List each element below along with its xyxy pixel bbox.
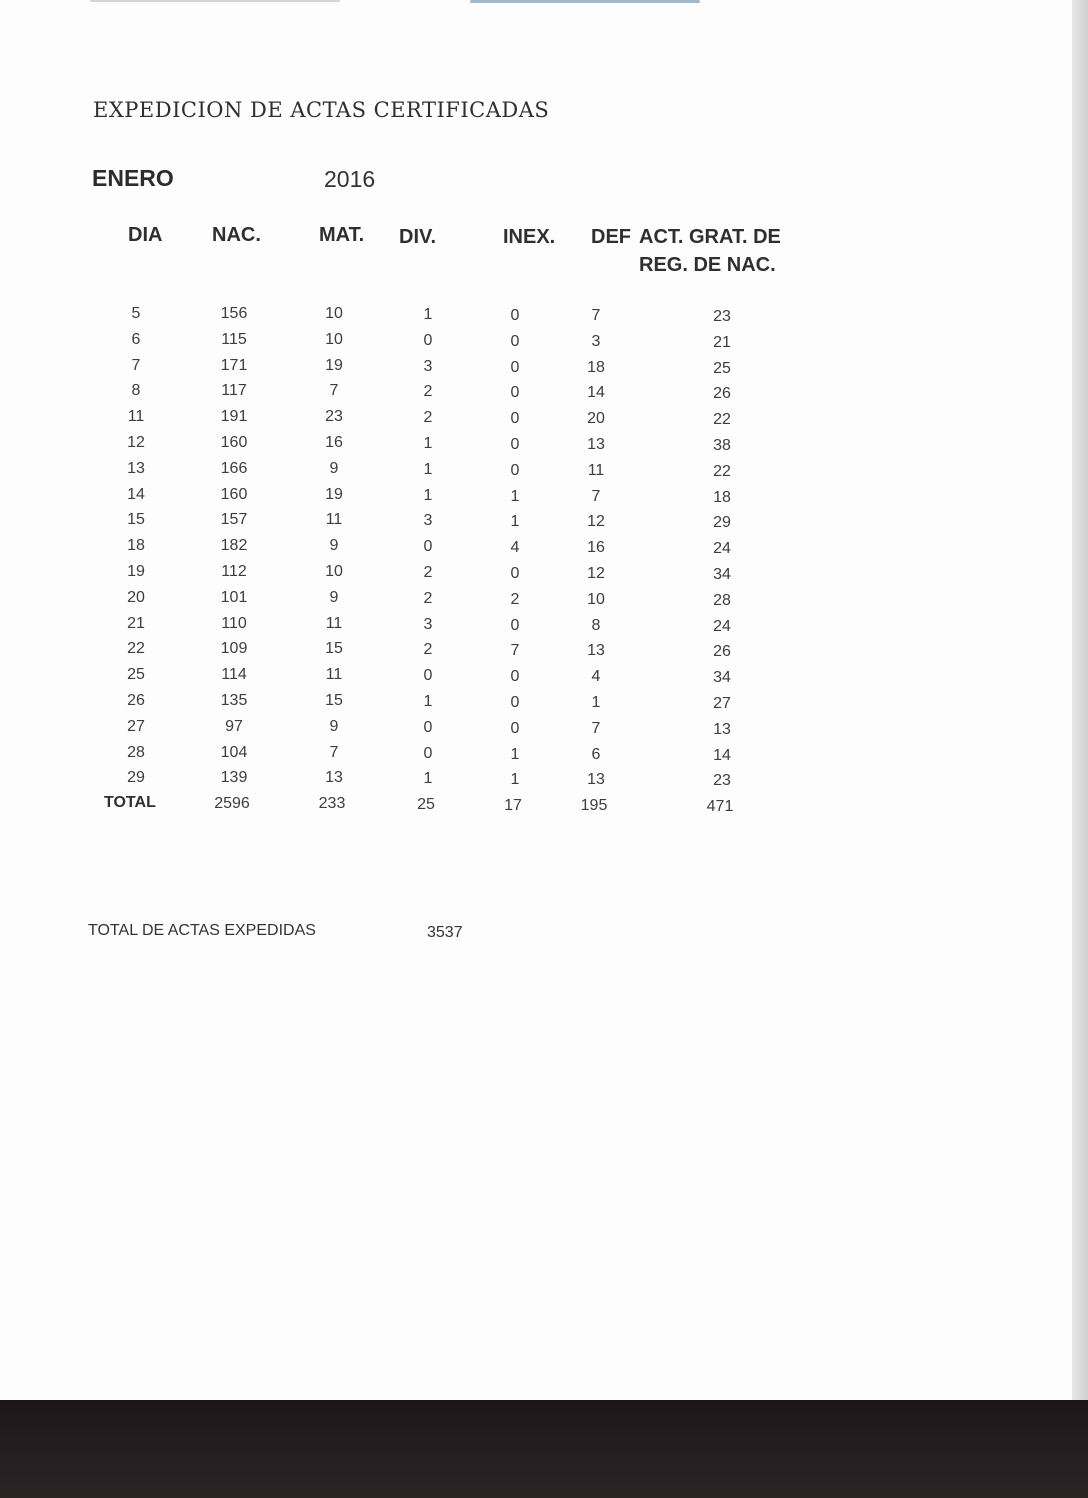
cell-nac: 191	[220, 408, 248, 426]
cell-inex: 0	[510, 307, 520, 324]
cell-div: 0	[423, 331, 433, 349]
cell-div: 3	[423, 615, 433, 633]
cell-def: 13	[587, 771, 605, 789]
cell-dia: 29	[127, 769, 145, 787]
cell-mat: 9	[329, 459, 339, 477]
cell-inex: 0	[510, 410, 520, 428]
cell-dia: 18	[127, 537, 145, 555]
cell-dia: 5	[131, 305, 141, 322]
cell-dia: 14	[127, 485, 145, 503]
header-act-line2: REG. DE NAC.	[639, 254, 776, 276]
cell-mat: 7	[329, 743, 339, 761]
cell-def: 13	[587, 436, 605, 453]
cell-mat: 9	[329, 717, 339, 735]
scan-artifact	[90, 0, 340, 2]
cell-div: 1	[423, 486, 433, 504]
cell-mat: 19	[325, 485, 343, 503]
total-act: 471	[706, 798, 734, 816]
cell-dia: 8	[131, 382, 141, 400]
cell-def: 16	[587, 539, 605, 557]
cell-def: 20	[587, 410, 605, 428]
cell-mat: 10	[325, 330, 343, 348]
cell-act: 34	[713, 566, 731, 583]
total-nac: 2596	[214, 795, 250, 813]
header-act-line1: ACT. GRAT. DE	[639, 226, 781, 248]
cell-nac: 157	[220, 511, 248, 529]
cell-inex: 1	[510, 771, 520, 789]
cell-act: 22	[713, 411, 731, 429]
cell-def: 8	[591, 616, 601, 634]
cell-def: 10	[587, 590, 605, 608]
total-inex: 17	[504, 797, 522, 815]
cell-def: 14	[587, 384, 605, 402]
cell-act: 34	[713, 669, 731, 687]
total-mat: 233	[318, 795, 346, 813]
cell-div: 1	[423, 693, 433, 710]
cell-mat: 11	[325, 614, 343, 632]
cell-def: 7	[591, 487, 601, 505]
cell-nac: 112	[221, 563, 247, 580]
cell-inex: 0	[510, 616, 520, 634]
cell-nac: 160	[220, 485, 248, 503]
summary-value: 3537	[427, 924, 463, 941]
header-dia: DIA	[128, 224, 163, 246]
cell-dia: 19	[127, 563, 145, 580]
page-edge-shadow	[1072, 0, 1088, 1400]
cell-div: 3	[423, 512, 433, 530]
cell-def: 7	[591, 719, 601, 737]
cell-div: 1	[423, 770, 433, 788]
cell-dia: 11	[127, 408, 145, 426]
cell-inex: 0	[510, 461, 520, 479]
cell-nac: 109	[220, 640, 248, 658]
cell-div: 0	[423, 667, 433, 685]
cell-mat: 19	[325, 356, 343, 374]
cell-mat: 10	[325, 305, 343, 322]
cell-nac: 139	[220, 769, 248, 787]
cell-inex: 1	[510, 487, 520, 505]
cell-mat: 7	[329, 382, 339, 400]
cell-div: 0	[423, 718, 433, 736]
cell-dia: 26	[127, 692, 145, 709]
cell-div: 2	[423, 564, 433, 581]
cell-dia: 25	[127, 666, 145, 684]
cell-def: 4	[591, 668, 601, 686]
total-label: TOTAL	[104, 794, 156, 812]
cell-div: 1	[423, 460, 433, 478]
cell-nac: 156	[220, 305, 248, 322]
cell-dia: 6	[131, 330, 141, 348]
cell-def: 12	[587, 513, 605, 531]
cell-div: 3	[423, 357, 433, 375]
cell-mat: 16	[325, 434, 343, 451]
total-div: 25	[417, 796, 435, 814]
cell-nac: 117	[221, 382, 247, 400]
cell-nac: 171	[220, 356, 248, 374]
cell-dia: 13	[127, 459, 145, 477]
summary-label: TOTAL DE ACTAS EXPEDIDAS	[88, 922, 316, 939]
cell-act: 13	[713, 720, 731, 738]
cell-dia: 7	[131, 356, 141, 374]
cell-dia: 28	[127, 743, 145, 761]
header-div: DIV.	[399, 226, 437, 248]
cell-div: 2	[423, 383, 433, 401]
cell-inex: 0	[510, 719, 520, 737]
cell-nac: 114	[221, 666, 247, 684]
cell-nac: 166	[220, 459, 248, 477]
header-nac: NAC.	[212, 224, 261, 246]
scanner-background	[0, 1400, 1088, 1498]
cell-nac: 135	[220, 692, 248, 709]
cell-inex: 7	[510, 642, 520, 660]
cell-dia: 20	[127, 588, 145, 606]
cell-mat: 23	[325, 408, 343, 426]
cell-div: 1	[423, 306, 433, 323]
cell-act: 24	[713, 540, 731, 558]
cell-div: 0	[423, 538, 433, 556]
cell-def: 18	[587, 358, 605, 376]
cell-inex: 2	[510, 590, 520, 608]
cell-mat: 11	[325, 666, 343, 684]
year-label: 2016	[324, 166, 376, 192]
cell-act: 23	[713, 308, 731, 325]
cell-mat: 9	[329, 588, 339, 606]
cell-dia: 15	[127, 511, 145, 529]
cell-act: 25	[713, 359, 731, 377]
cell-def: 12	[587, 565, 605, 582]
month-label: ENERO	[92, 165, 174, 191]
cell-act: 26	[713, 643, 731, 661]
scan-artifact	[470, 0, 700, 3]
cell-nac: 101	[220, 588, 248, 606]
cell-act: 29	[713, 514, 731, 532]
cell-act: 23	[713, 772, 731, 790]
cell-inex: 0	[510, 668, 520, 686]
header-def: DEF	[591, 226, 631, 248]
cell-dia: 21	[127, 614, 145, 632]
cell-mat: 9	[329, 537, 339, 555]
cell-dia: 12	[127, 434, 145, 451]
cell-div: 2	[423, 589, 433, 607]
cell-act: 27	[713, 695, 731, 712]
cell-act: 24	[713, 617, 731, 635]
cell-inex: 1	[510, 513, 520, 531]
cell-act: 28	[713, 591, 731, 609]
cell-act: 22	[713, 462, 731, 480]
cell-div: 1	[423, 435, 433, 452]
cell-inex: 0	[510, 358, 520, 376]
cell-act: 14	[713, 746, 731, 764]
cell-nac: 104	[220, 743, 248, 761]
cell-dia: 27	[127, 717, 145, 735]
cell-def: 13	[587, 642, 605, 660]
cell-inex: 0	[510, 332, 520, 350]
total-def: 195	[580, 797, 608, 815]
cell-def: 6	[591, 745, 601, 763]
cell-mat: 15	[325, 692, 343, 709]
header-inex: INEX.	[503, 226, 556, 248]
cell-mat: 15	[325, 640, 343, 658]
cell-mat: 10	[325, 563, 343, 580]
cell-nac: 182	[220, 537, 248, 555]
cell-act: 26	[713, 385, 731, 403]
cell-dia: 22	[127, 640, 145, 658]
cell-nac: 115	[221, 330, 247, 348]
cell-inex: 0	[510, 436, 520, 453]
cell-div: 0	[423, 744, 433, 762]
cell-nac: 160	[220, 434, 248, 451]
cell-inex: 4	[510, 539, 520, 557]
cell-inex: 0	[510, 694, 520, 711]
cell-inex: 1	[510, 745, 520, 763]
cell-nac: 110	[221, 614, 247, 632]
cell-act: 18	[713, 488, 731, 506]
document-title: EXPEDICION DE ACTAS CERTIFICADAS	[93, 98, 550, 122]
cell-nac: 97	[225, 717, 243, 735]
cell-act: 21	[713, 333, 731, 351]
cell-div: 2	[423, 409, 433, 427]
cell-def: 11	[587, 461, 605, 479]
cell-inex: 0	[510, 565, 520, 582]
cell-mat: 13	[325, 769, 343, 787]
cell-div: 2	[423, 641, 433, 659]
cell-def: 7	[591, 307, 601, 324]
cell-def: 1	[591, 694, 601, 711]
cell-act: 38	[713, 437, 731, 454]
cell-mat: 11	[325, 511, 343, 529]
cell-def: 3	[591, 332, 601, 350]
header-mat: MAT.	[319, 224, 365, 246]
cell-inex: 0	[510, 384, 520, 402]
